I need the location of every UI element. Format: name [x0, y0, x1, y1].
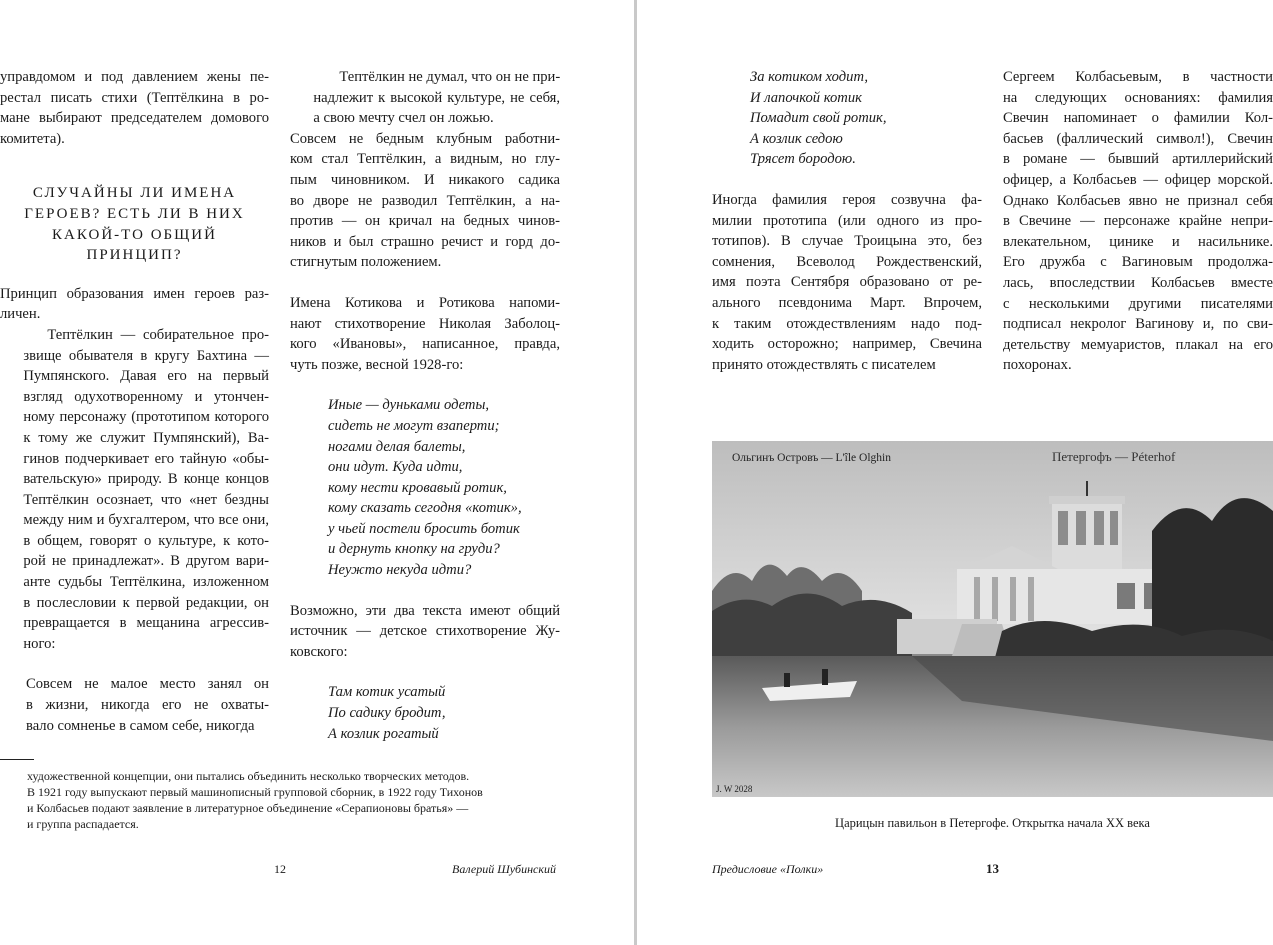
text-line: басьев (фаллический символ!), Свечин [1003, 130, 1273, 147]
text-line: ходить осторожно; например, Свечина [712, 336, 982, 353]
text-line: ников и был страшно речист и горд до- [290, 233, 560, 250]
section-heading [0, 183, 269, 265]
heading-line: СЛУЧАЙНЫ ЛИ ИМЕНА [32, 185, 237, 202]
quote-line: вало сомненье в самом себе, никогда [26, 717, 255, 734]
text-line: милии прототипа (или одного из про- [712, 212, 982, 229]
poem-line: Иные — дуньками одеты, [328, 397, 490, 414]
left-column-1 [0, 67, 269, 736]
poem-line: По садику бродит, [328, 705, 446, 722]
footnote-line: и Колбасьев подают заявление в литературное объединение «Серапионовы братья» — [27, 801, 469, 815]
heading-line: ПРИНЦИП? [86, 247, 183, 264]
poem-line: кому сказать сегодня «котик», [328, 500, 522, 517]
text-line: звище обывателя в кругу Бахтина — [23, 347, 269, 364]
text-line: Принцип образования имен героев раз- [0, 285, 269, 302]
poem-line: Неужто некуда идти? [328, 562, 472, 579]
text-line: против — он кричал на бедных чинов- [290, 213, 560, 230]
poem-line: и дернуть кнопку на груди? [328, 541, 500, 558]
poem-line: они идут. Куда идти, [328, 459, 463, 476]
text-line: анте судьбы Тептёлкина, изложенном [23, 574, 269, 591]
paragraph [0, 325, 269, 655]
text-line: принято отождествлять с писателем [712, 356, 936, 373]
text-line: комитета). [0, 130, 65, 147]
intro-paragraph [0, 67, 269, 149]
quote-line: Совсем не малое место занял он [26, 676, 269, 693]
left-column-2 [290, 67, 560, 744]
poem-zhukovsky [290, 682, 560, 744]
footnote-line: и группа распадается. [27, 817, 139, 831]
peterhof-postcard-photo [712, 441, 1273, 797]
text-line: ального псевдонима Март. Впрочем, [712, 294, 982, 311]
text-line: в романе — бывший артиллерийский [1003, 151, 1273, 168]
poem-line: А козлик седою [750, 130, 843, 147]
heading-line: КАКОЙ-ТО ОБЩИЙ [52, 226, 217, 243]
text-line: в Свечине — персонаже крайне непри- [1003, 213, 1273, 230]
text-line: рой не принадлежат». В другом вари- [23, 553, 269, 570]
text-line: похоронах. [1003, 357, 1072, 374]
photo-caption: Царицын павильон в Петергофе. Открытка начала XX века [835, 816, 1150, 830]
left-page [0, 0, 634, 945]
page-number: 12 [274, 862, 286, 876]
text-line: рестал писать стихи (Тептёлкина в ро- [0, 89, 269, 106]
poem-line: Там котик усатый [328, 684, 446, 701]
paragraph [290, 293, 560, 375]
text-line: личен. [0, 306, 41, 323]
running-head: Предисловие «Полки» [712, 862, 824, 876]
text-line: пым чиновником. И никакого садика [290, 171, 560, 188]
text-line: офицер, а Колбасьев — офицер морской. [1003, 171, 1273, 188]
page-number: 13 [986, 861, 999, 876]
text-line: превращается в мещанина агрессив- [23, 615, 269, 632]
text-line: ному персонажу (прототипом которого [23, 409, 269, 426]
text-line: с несколькими другими писателями [1003, 295, 1273, 312]
text-line: мане выбирают председателем домового [0, 110, 269, 127]
postcard-publisher-mark: J. W 2028 [716, 784, 753, 794]
text-line: Тептёлкин не думал, что он не при- [339, 69, 561, 85]
footnote-line: В 1921 году выпускают первый машинописный групповой сборник, в 1922 году Тихонов [27, 785, 483, 799]
heading-line: ГЕРОЕВ? ЕСТЬ ЛИ В НИХ [24, 205, 245, 222]
poem-line: сидеть не могут взаперти; [328, 417, 500, 434]
postcard-caption-left: Ольгинъ Островъ — L'île Olghin [732, 452, 891, 464]
quote-line: в жизни, никогда его не охваты- [26, 697, 269, 714]
text-line: Совсем не бедным клубным работни- [290, 130, 560, 147]
text-line: источник — детское стихотворение Жу- [290, 623, 560, 640]
text-line: подписал некролог Вагинову и, по сви- [1003, 316, 1273, 333]
text-line: Сергеем Колбасьевым, в частности [1003, 69, 1273, 85]
poem-line: И лапочкой котик [750, 89, 862, 106]
text-line: Тептёлкин — собирательное про- [47, 326, 269, 343]
poem-ivanovy [290, 395, 560, 580]
paragraph [712, 190, 982, 375]
text-line: кого «Ивановы», написанное, правда, [290, 336, 560, 353]
text-line: Имена Котикова и Ротикова напоми- [290, 294, 560, 311]
poem-zhukovsky-continued [712, 67, 982, 170]
text-line: на следующих основаниях: фамилия [1003, 89, 1273, 106]
text-line: Тептёлкин осознает, что «нет бездны [23, 491, 269, 508]
paragraph [290, 601, 560, 663]
paragraph [290, 129, 560, 273]
text-line: вательскую» природу. В конце концов [23, 471, 269, 488]
text-line: Иногда фамилия героя созвучна фа- [712, 191, 982, 208]
text-line: а свою мечту счел он ложью. [313, 110, 494, 127]
poem-line: Помадит свой ротик, [750, 110, 887, 127]
running-head: Валерий Шубинский [452, 862, 556, 876]
text-line: к тому же служит Пумпянский), Ва- [23, 429, 269, 446]
text-line: упрaвдомом и под давлением жены пе- [0, 69, 269, 85]
text-line: Возможно, эти два текста имеют общий [290, 602, 560, 619]
text-line: в общем, говорят о культуре, к кото- [23, 532, 269, 549]
text-line: ковского: [290, 643, 348, 660]
right-column-1 [712, 67, 982, 375]
text-line: лась, впоследствии Колбасьев вместе [1003, 274, 1273, 291]
text-line: влекательном, цинике и насильнике. [1003, 233, 1273, 250]
right-column-2 [1003, 67, 1273, 376]
block-quote [0, 674, 269, 736]
text-line: тотипов). В случае Троицына это, без [712, 233, 982, 250]
text-line: во дворе не разводил Тептёлкин, а на- [290, 192, 560, 209]
text-line: Его дружба с Вагиновым продолжа- [1003, 254, 1273, 271]
text-line: между ним и бухгалтером, что все они, [23, 512, 269, 529]
text-line: взгляд одухотворенному и утончен- [23, 388, 269, 405]
paragraph [0, 284, 269, 325]
text-line: ком стал Тептёлкин, а видным, но глу- [290, 151, 560, 168]
poem-line: А козлик рогатый [328, 725, 439, 742]
footnotes [27, 768, 547, 832]
text-line: ного: [23, 635, 56, 652]
text-line: стигнутым положением. [290, 254, 442, 271]
footnote-line: художественной концепции, они пытались объединить несколько творческих методов. [27, 769, 470, 783]
text-line: надлежит к высокой культуре, не себя, [313, 89, 560, 106]
poem-line: За котиком ходит, [750, 69, 868, 85]
text-line: к таким отождествлениям надо под- [712, 315, 982, 332]
text-line: нают стихотворение Николая Заболоц- [290, 315, 560, 332]
text-line: детельству мемуаристов, плакал на его [1003, 336, 1273, 353]
text-line: Однако Колбасьев явно не признал себя [1003, 192, 1273, 209]
text-line: имя поэта Сентября образовано от ре- [712, 274, 982, 291]
footnote-rule [0, 759, 34, 760]
poem-line: ногами делая балеты, [328, 438, 466, 455]
poem-line: у чьей постели бросить ботик [328, 520, 520, 537]
text-line: гинов подчеркивает его тайную «oбы- [23, 450, 269, 467]
poem-line: Трясет бородою. [750, 151, 856, 168]
paragraph [1003, 67, 1273, 376]
text-line: в послесловии к первой редакции, он [23, 594, 269, 611]
postcard-caption-right: Петергофъ — Péterhof [1052, 449, 1176, 464]
poem-line: кому нести кровавый ротик, [328, 479, 507, 496]
paragraph [290, 67, 560, 129]
text-line: сомнения, Всеволод Рождественский, [712, 253, 982, 270]
text-line: Пумпянского. Давая его на первый [23, 368, 269, 385]
text-line: Свечин напоминает о фамилии Кол- [1003, 110, 1273, 127]
text-line: чуть позже, весной 1928-го: [290, 356, 464, 373]
